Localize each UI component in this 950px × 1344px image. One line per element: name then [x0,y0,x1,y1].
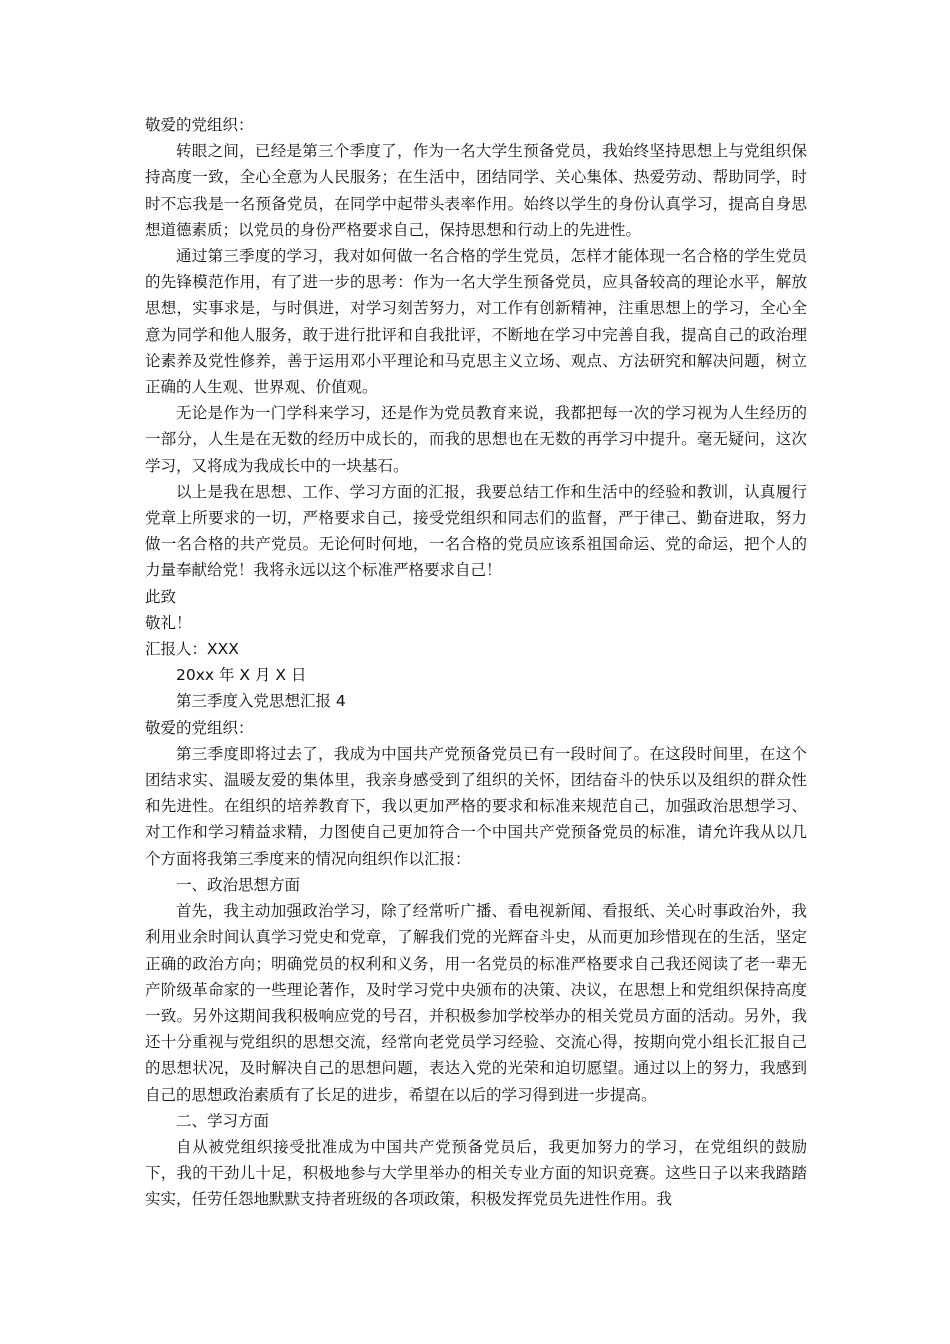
reporter-line: 汇报人：XXX [145,640,239,659]
section-title: 第三季度入党思想汇报 4 [176,692,346,711]
date-line: 20xx 年 X 月 X 日 [176,666,307,685]
paragraph-5: 第三季度即将过去了，我成为中国共产党预备党员已有一段时间了。在这段时间里，在这个团结求实、温暖友爱的集体里，我亲身感受到了组织的关怀，团结奋斗的快乐以及组织的群众性和先进性。在组织的培养教育下，我以更加严格的要求和标准来规范自己，加强政治思想学习、对工作和学习精益求精，力图使自己更加符合一个中国共产党预备党员的标准，请允许我从以几个方面将我第三季度来的情况向组织作以汇报： [145,744,807,868]
heading-politics: 一、政治思想方面 [176,875,301,894]
closing-line-2: 敬礼！ [145,613,192,632]
closing-line-1: 此致 [145,587,177,606]
paragraph-4: 以上是我在思想、工作、学习方面的汇报，我要总结工作和生活中的经验和教训，认真履行党章上所要求的一切，严格要求自己，接受党组织和同志们的监督，严于律己、勤奋进取，努力做一名合格的共产党员。无论何时何地，一名合格的党员应该系祖国命运、党的命运，把个人的力量奉献给党！我将永远以这个标准严格要求自己！ [145,482,807,580]
paragraph-7: 自从被党组织接受批准成为中国共产党预备党员后，我更加努力的学习，在党组织的鼓励下，我的干劲儿十足，积极地参与大学里举办的相关专业方面的知识竞赛。这些日子以来我踏踏实实，任劳任怨地默默支持者班级的各项政策，积极发挥党员先进性作用。我 [145,1137,807,1209]
paragraph-2: 通过第三季度的学习，我对如何做一名合格的学生党员，怎样才能体现一名合格的学生党员的先锋模范作用，有了进一步的思考：作为一名大学生预备党员，应具备较高的理论水平，解放思想，实事求是，与时俱进，对学习刻苦努力，对工作有创新精神，注重思想上的学习，全心全意为同学和他人服务，敢于进行批评和自我批评，不断地在学习中完善自我，提高自己的政治理论素养及党性修养，善于运用邓小平理论和马克思主义立场、观点、方法研究和解决问题，树立正确的人生观、世界观、价值观。 [145,247,807,397]
document-page [145,112,807,1213]
paragraph-6: 首先，我主动加强政治学习，除了经常听广播、看电视新闻、看报纸、关心时事政治外，我利用业余时间认真学习党史和党章，了解我们党的光辉奋斗史，从而更加珍惜现在的生活，坚定正确的政治方向；明确党员的权利和义务，用一名党员的标准严格要求自己我还阅读了老一辈无产阶级革命家的一些理论著作，及时学习党中央颁布的决策、决议，在思想上和党组织保持高度一致。另外这期间我积极响应党的号召，并积极参加学校举办的相关党员方面的活动。另外，我还十分重视与党组织的思想交流，经常向老党员学习经验、交流心得，按期向党小组长汇报自己的思想状况，及时解决自己的思想问题，表达入党的光荣和迫切愿望。通过以上的努力，我感到自己的思想政治素质有了长足的进步，希望在以后的学习得到进一步提高。 [145,902,807,1104]
salutation: 敬爱的党组织： [145,116,254,134]
heading-study: 二、学习方面 [176,1111,270,1130]
paragraph-1: 转眼之间，已经是第三个季度了，作为一名大学生预备党员，我始终坚持思想上与党组织保持高度一致，全心全意为人民服务；在生活中，团结同学、关心集体、热爱劳动、帮助同学，时时不忘我是一名预备党员，在同学中起带头表率作用。始终以学生的身份认真学习，提高自身思想道德素质；以党员的身份严格要求自己，保持思想和行动上的先进性。 [145,142,807,239]
paragraph-3: 无论是作为一门学科来学习，还是作为党员教育来说，我都把每一次的学习视为人生经历的一部分，人生是在无数的经历中成长的，而我的思想也在无数的再学习中提升。毫无疑问，这次学习，又将成为我成长中的一块基石。 [145,404,807,475]
salutation-2: 敬爱的党组织： [145,718,254,737]
